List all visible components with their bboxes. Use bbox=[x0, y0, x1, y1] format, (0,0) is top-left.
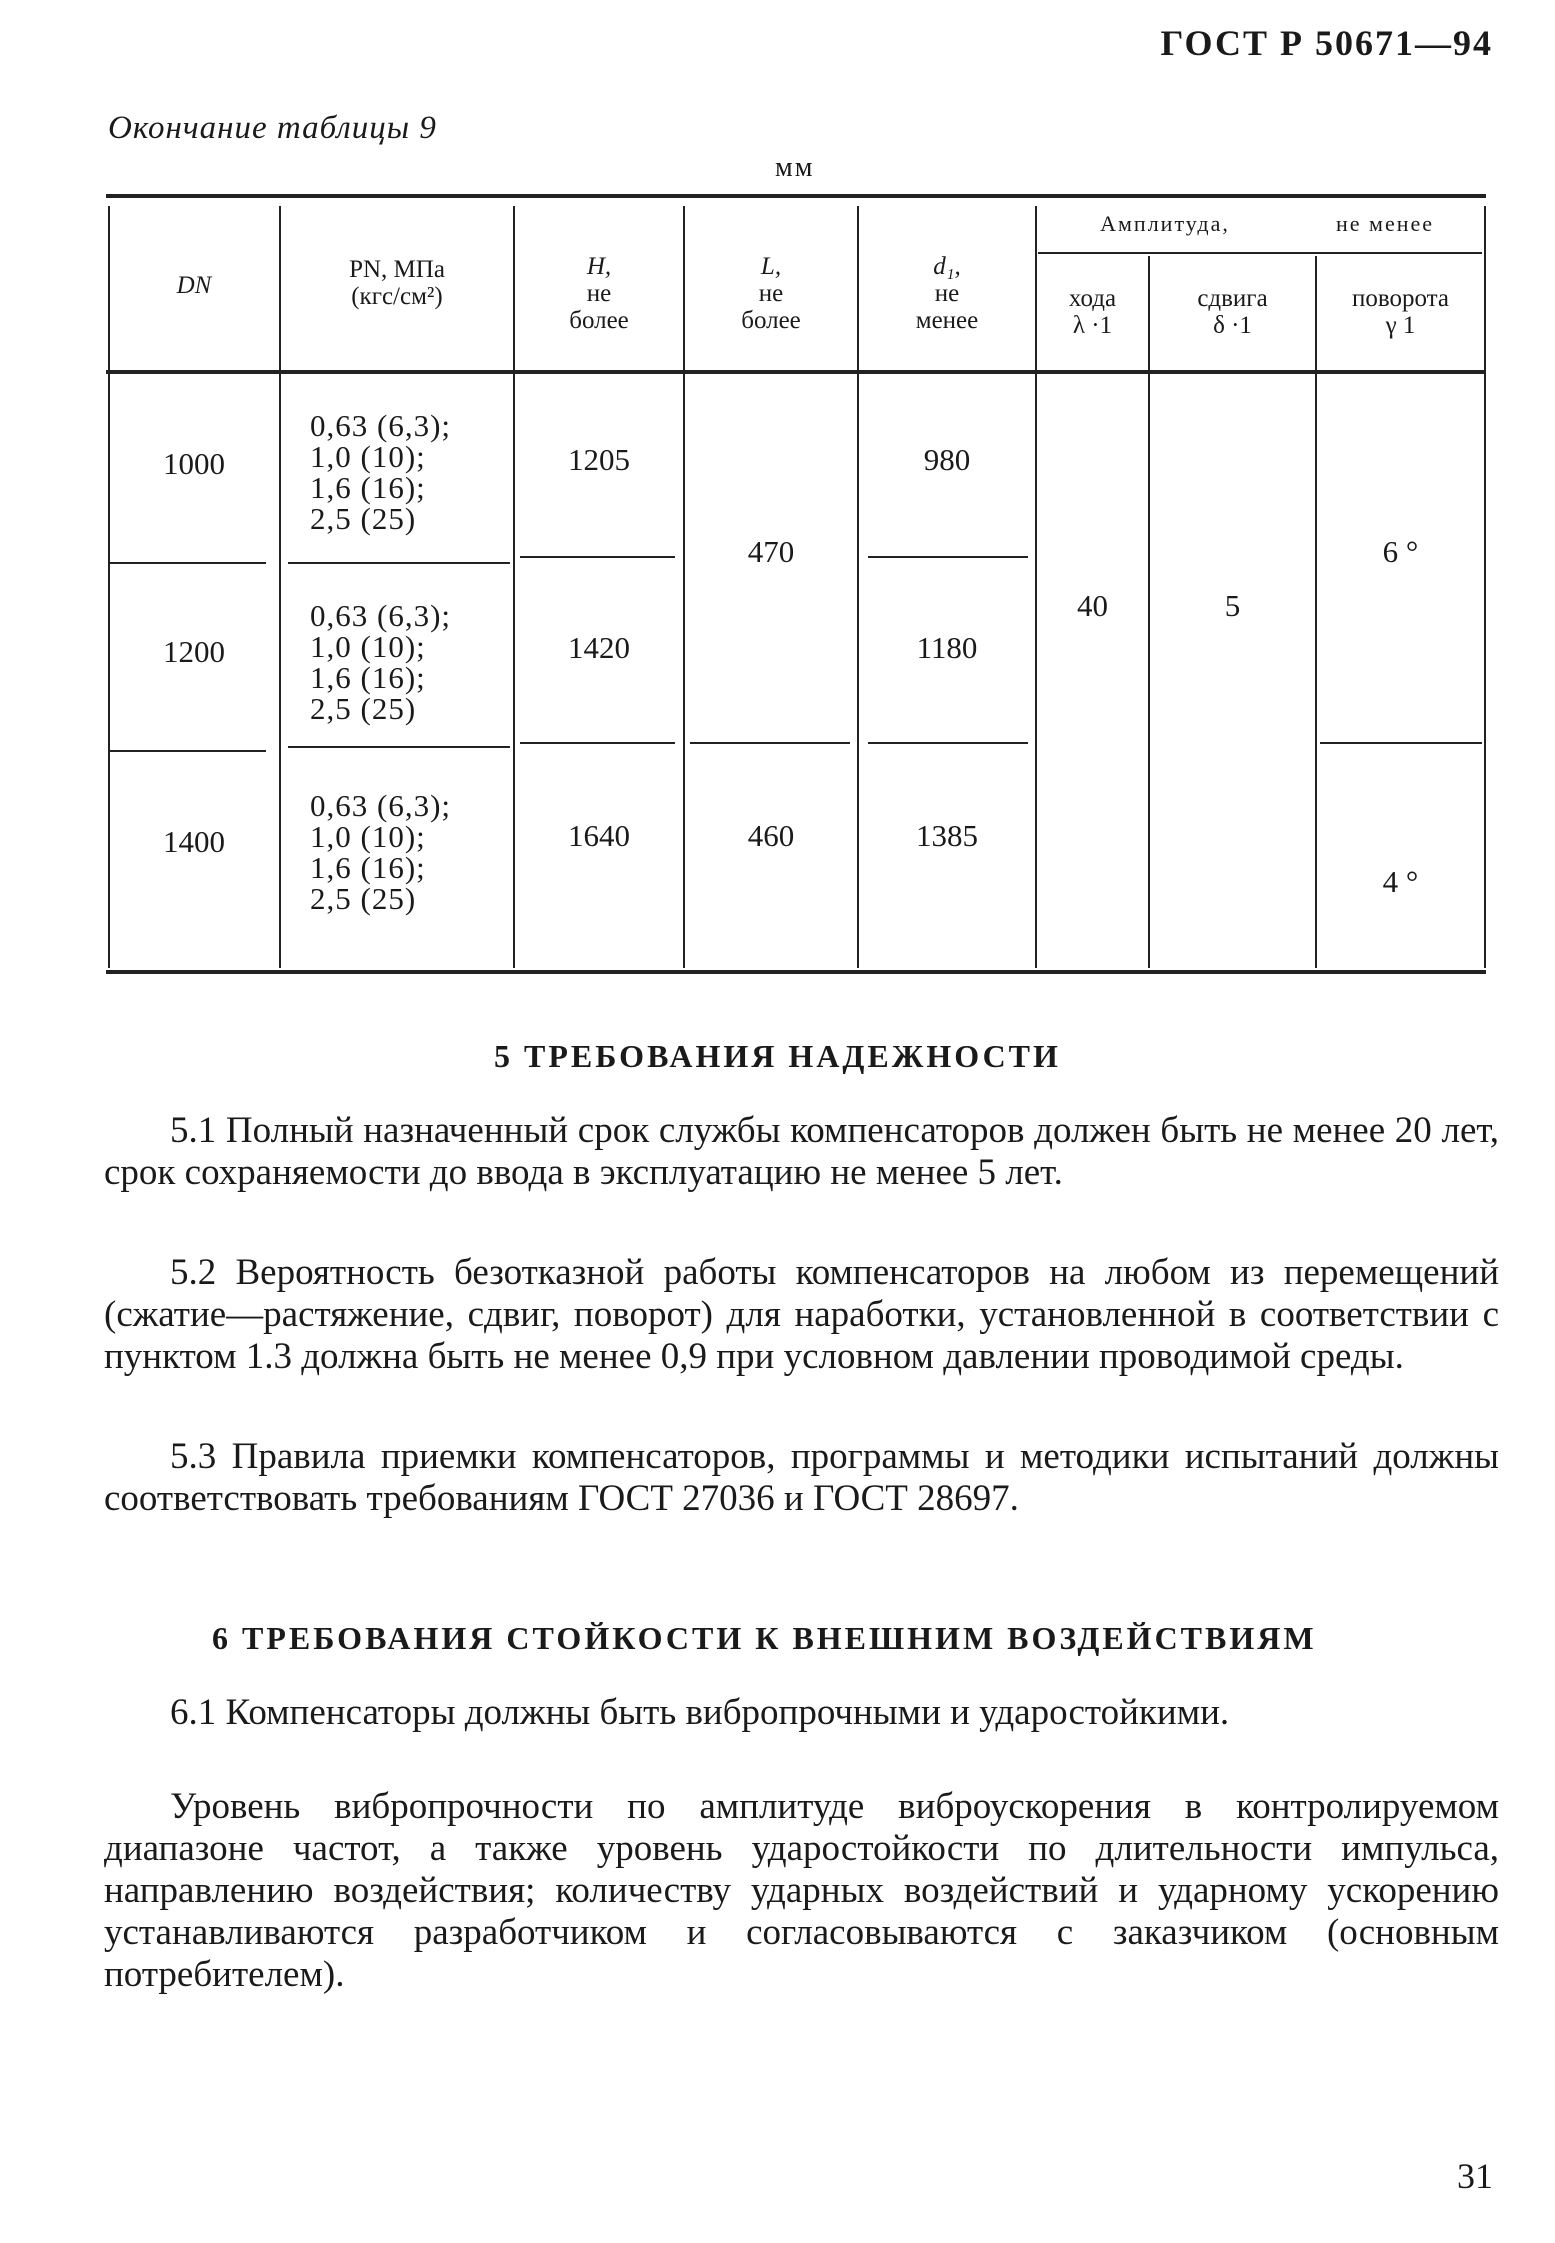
header-h-line2: не bbox=[586, 280, 612, 307]
header-h-line1: H, bbox=[586, 253, 612, 280]
header-dn: DN bbox=[176, 272, 212, 299]
row3-pn bbox=[310, 790, 451, 914]
header-pn-line1: PN, МПа bbox=[349, 256, 445, 283]
header-pn-line2: (кгс/см²) bbox=[351, 283, 443, 310]
header-l-line2: не bbox=[758, 280, 784, 307]
row3-pn-line2: 1,0 (10); bbox=[310, 819, 426, 854]
header-d1-line2: не bbox=[934, 280, 960, 307]
row-rule-d1-2 bbox=[868, 742, 1028, 744]
row-rule-dn-2 bbox=[110, 750, 266, 752]
header-amplitude-note: не менее bbox=[1335, 211, 1435, 236]
amplitude-rule bbox=[1038, 252, 1482, 254]
stroke-value: 40 bbox=[1077, 588, 1108, 623]
row1-pn bbox=[310, 410, 451, 534]
rotation-value-2: 4 ° bbox=[1382, 864, 1419, 899]
shift-value: 5 bbox=[1224, 588, 1241, 623]
header-l-line1: L, bbox=[760, 253, 782, 280]
section5-para2: 5.2 Вероятность безотказной работы компенсаторов на любом из перемещений (сжатие—растяжение, сдвиг, поворот) для наработки, установленной в соответствии с пунктом 1.3 должна быть не менее 0,9 при условном давлении проводимой среды. bbox=[104, 1252, 1499, 1377]
row-rule-d1-1 bbox=[868, 556, 1028, 558]
header-shift bbox=[1150, 285, 1315, 339]
header-stroke-line2: λ ·1 bbox=[1072, 312, 1113, 339]
row3-dn: 1400 bbox=[163, 824, 225, 859]
row2-pn-line4: 2,5 (25) bbox=[310, 691, 417, 726]
header-shift-line1: сдвига bbox=[1197, 285, 1268, 312]
col-rule-8 bbox=[1484, 206, 1486, 968]
row1-pn-line3: 1,6 (16); bbox=[310, 470, 426, 505]
header-stroke-line1: хода bbox=[1068, 285, 1117, 312]
header-pn bbox=[281, 256, 513, 310]
row3-pn-line4: 2,5 (25) bbox=[310, 881, 417, 916]
table-top-rule bbox=[106, 194, 1486, 198]
row1-pn-line2: 1,0 (10); bbox=[310, 439, 426, 474]
row-rule-dn-1 bbox=[110, 562, 266, 564]
row3-pn-line1: 0,63 (6,3); bbox=[310, 788, 452, 823]
row-rule-rot-2 bbox=[1320, 742, 1482, 744]
standard-designation: ГОСТ Р 50671—94 bbox=[1160, 23, 1493, 63]
row2-pn bbox=[310, 600, 451, 724]
row2-h: 1420 bbox=[568, 630, 630, 665]
header-amplitude: Амплитуда, bbox=[1100, 211, 1230, 236]
header-rotation bbox=[1317, 285, 1484, 339]
header-shift-line2: δ ·1 bbox=[1213, 312, 1252, 339]
header-l bbox=[685, 253, 857, 334]
header-rotation-line2: γ 1 bbox=[1385, 312, 1416, 339]
col-rule-1 bbox=[279, 206, 281, 968]
row2-pn-line3: 1,6 (16); bbox=[310, 660, 426, 695]
rotation-value-1: 6 ° bbox=[1382, 534, 1419, 569]
row1-d1: 980 bbox=[923, 442, 971, 477]
row2-d1: 1180 bbox=[916, 630, 978, 665]
table-bottom-rule bbox=[106, 970, 1486, 974]
row3-d1: 1385 bbox=[916, 818, 978, 853]
l-value-rows1-2: 470 bbox=[747, 534, 795, 569]
row-rule-pn-2 bbox=[288, 746, 510, 748]
row1-pn-line4: 2,5 (25) bbox=[310, 501, 417, 536]
row3-h: 1640 bbox=[568, 818, 630, 853]
row2-dn: 1200 bbox=[163, 634, 225, 669]
header-rotation-line1: поворота bbox=[1351, 285, 1449, 312]
table-caption: Окончание таблицы 9 bbox=[108, 110, 437, 146]
row1-pn-line1: 0,63 (6,3); bbox=[310, 408, 452, 443]
row-rule-l-2 bbox=[690, 742, 850, 744]
header-stroke bbox=[1037, 285, 1148, 339]
section6-title: 6 ТРЕБОВАНИЯ СТОЙКОСТИ К ВНЕШНИМ ВОЗДЕЙСТВИЯМ bbox=[212, 1620, 1317, 1656]
header-d1-line1: d₁, bbox=[933, 253, 961, 280]
header-d1-line3: менее bbox=[915, 307, 979, 334]
table-units: мм bbox=[775, 152, 815, 183]
row-rule-pn-1 bbox=[288, 562, 510, 564]
header-rule bbox=[106, 370, 1486, 374]
section6-para2: Уровень вибропрочности по амплитуде виброускорения в контролируемом диапазоне частот, а также уровень ударостойкости по длительности импульса, направлению воздействия; количеству ударных воздействий и ударному ускорению устанавливаются разработчиком и согласовываются с заказчиком (основным потребителем). bbox=[104, 1786, 1499, 1995]
row2-pn-line2: 1,0 (10); bbox=[310, 629, 426, 664]
row1-dn: 1000 bbox=[163, 446, 225, 481]
row3-pn-line3: 1,6 (16); bbox=[310, 850, 426, 885]
section5-para3: 5.3 Правила приемки компенсаторов, программы и методики испытаний должны соответствовать требованиям ГОСТ 27036 и ГОСТ 28697. bbox=[104, 1436, 1499, 1519]
header-h bbox=[515, 253, 683, 334]
col-rule-7 bbox=[1315, 256, 1317, 968]
section6-para1: 6.1 Компенсаторы должны быть вибропрочными и ударостойкими. bbox=[170, 1692, 1230, 1733]
page-number: 31 bbox=[1457, 2156, 1493, 2196]
row2-pn-line1: 0,63 (6,3); bbox=[310, 598, 452, 633]
row-rule-h-1 bbox=[520, 556, 675, 558]
row-rule-h-2 bbox=[520, 742, 675, 744]
section5-title: 5 ТРЕБОВАНИЯ НАДЕЖНОСТИ bbox=[494, 1038, 1061, 1074]
row1-h: 1205 bbox=[568, 442, 630, 477]
header-l-line3: более bbox=[741, 307, 801, 334]
header-h-line3: более bbox=[569, 307, 629, 334]
l-value-row3: 460 bbox=[747, 818, 795, 853]
section5-para1: 5.1 Полный назначенный срок службы компенсаторов должен быть не менее 20 лет, срок сохраняемости до ввода в эксплуатацию не менее 5 лет. bbox=[104, 1110, 1499, 1193]
header-d1 bbox=[859, 253, 1035, 334]
